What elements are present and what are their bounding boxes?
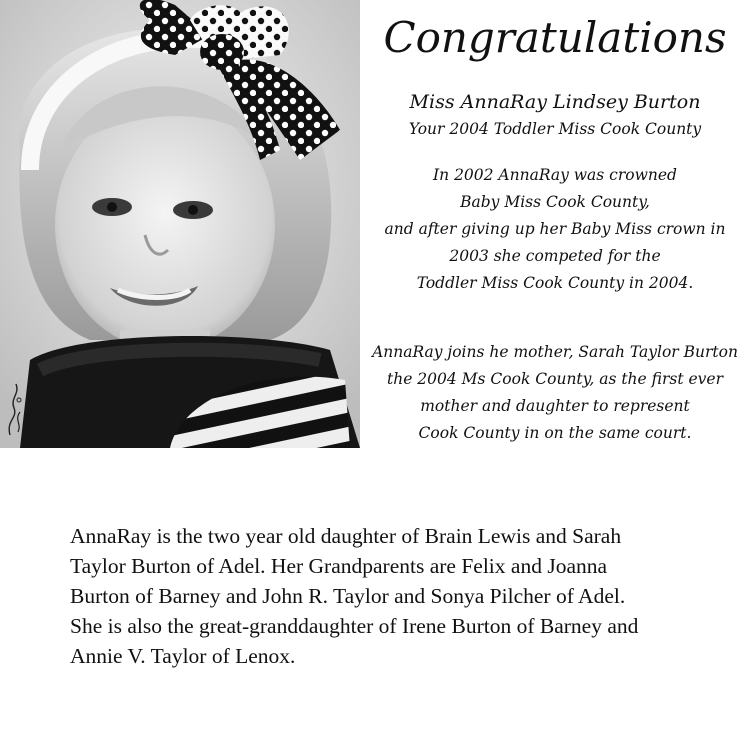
portrait-photo [0,0,360,448]
paragraph-line: 2003 she competed for the [449,247,661,265]
mother-daughter-paragraph [360,339,750,447]
bio-line: She is also the great-granddaughter of Irene Burton of Barney and [70,614,639,638]
title-subtitle: Your 2004 Toddler Miss Cook County [408,120,702,138]
paragraph-line: mother and daughter to represent [420,397,690,415]
page-title: Congratulations [383,13,727,62]
photographer-signature [4,380,26,440]
bio-line: Burton of Barney and John R. Taylor and Sonya Pilcher of Adel. [70,584,626,608]
crown-history-paragraph [360,162,750,297]
bio-line: AnnaRay is the two year old daughter of Brain Lewis and Sarah [70,524,622,548]
paragraph-line: the 2004 Ms Cook County, as the first ever [386,370,724,388]
paragraph-line: Cook County in on the same court. [418,424,692,442]
bio-line: Annie V. Taylor of Lenox. [70,644,296,668]
paragraph-line: AnnaRay joins he mother, Sarah Taylor Burton [372,343,738,361]
paragraph-line: Baby Miss Cook County, [460,193,650,211]
paragraph-line: Toddler Miss Cook County in 2004. [416,274,694,292]
paragraph-line: and after giving up her Baby Miss crown in [384,220,726,238]
honoree-name: Miss AnnaRay Lindsey Burton [409,91,701,113]
family-bio-paragraph [70,521,740,671]
paragraph-line: In 2002 AnnaRay was crowned [433,166,677,184]
bio-line: Taylor Burton of Adel. Her Grandparents are Felix and Joanna [70,554,608,578]
